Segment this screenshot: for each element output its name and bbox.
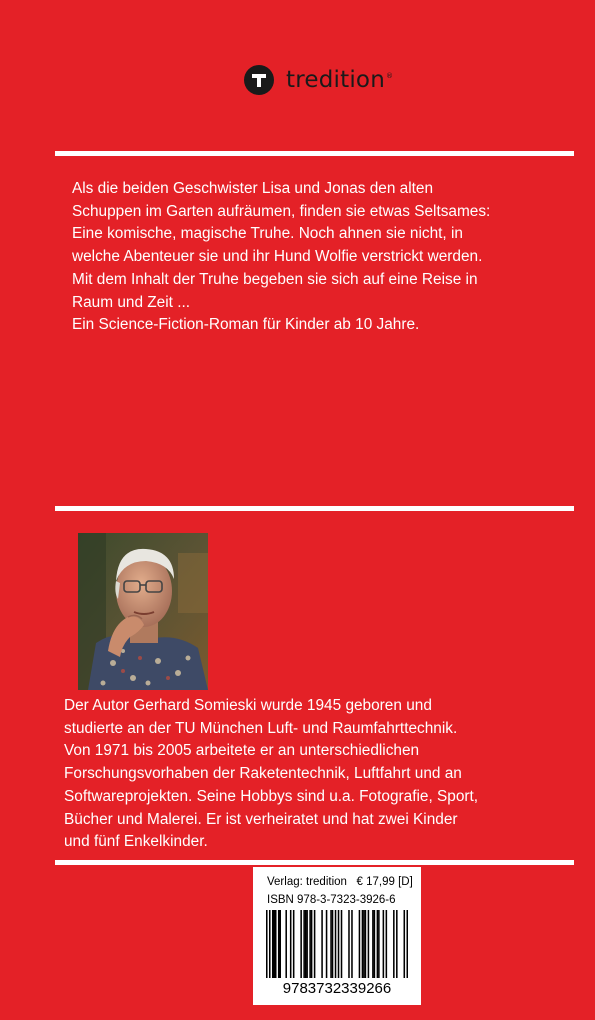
publisher-label: Verlag: tredition (267, 876, 347, 888)
price: € 17,99 [D] (356, 876, 413, 888)
barcode-bar (326, 910, 328, 978)
barcode-bar (279, 910, 281, 978)
publisher-name: tredition® (286, 67, 394, 93)
barcode-bar (314, 910, 316, 978)
blurb-line: Mit dem Inhalt der Truhe begeben sie sich auf eine Reise in (72, 270, 478, 288)
tredition-logo-icon (244, 65, 274, 95)
bio-line: studierte an der TU München Luft- und Raumfahrttechnik. (64, 719, 458, 737)
isbn: ISBN 978-3-7323-3926-6 (267, 894, 396, 906)
barcode-bar (393, 910, 395, 978)
barcode-bar (341, 910, 343, 978)
barcode-bar (377, 910, 379, 978)
barcode-bar (269, 910, 271, 978)
barcode-bar (272, 910, 274, 978)
bio-line: Der Autor Gerhard Somieski wurde 1945 geboren und (64, 697, 432, 714)
barcode-bar (351, 910, 353, 978)
barcode-bar (407, 910, 408, 978)
barcode-bar (363, 910, 365, 978)
barcode-bar (273, 910, 275, 978)
barcode-bar (359, 910, 361, 978)
blurb-line: Eine komische, magische Truhe. Noch ahnen sie nicht, in (72, 225, 463, 243)
bio-line: und fünf Enkelkinder. (64, 833, 208, 851)
blurb-line: Als die beiden Geschwister Lisa und Jonas den alten (72, 180, 434, 197)
barcode-bar (306, 910, 308, 978)
barcode-bar (290, 910, 292, 978)
author-photo (78, 533, 208, 690)
barcode-bar (275, 910, 277, 978)
barcode-bar (365, 910, 367, 978)
barcode-bar (293, 910, 295, 978)
blurb-line: Ein Science-Fiction-Roman für Kinder ab 10 Jahre. (72, 316, 420, 334)
bio-line: Bücher und Malerei. Er ist verheiratet und hat zwei Kinder (64, 810, 458, 828)
barcode-bar (348, 910, 350, 978)
barcode-bar (330, 910, 332, 978)
divider-bottom (55, 860, 574, 865)
author-bio (64, 695, 564, 854)
barcode-bar (332, 910, 334, 978)
barcode-bar (368, 910, 370, 978)
barcode-bar (404, 910, 406, 978)
barcode-bars (266, 910, 408, 978)
blurb-line: Schuppen im Garten aufräumen, finden sie etwas Seltsames: (72, 202, 491, 220)
blurb-text (72, 178, 552, 337)
barcode-bar (378, 910, 380, 978)
barcode-bar (303, 910, 305, 978)
barcode-bar (372, 910, 374, 978)
publisher-price-row (267, 876, 413, 888)
bio-line: Softwareprojekten. Seine Hobbys sind u.a. Fotografie, Sport, (64, 787, 479, 805)
divider-top (55, 151, 574, 156)
barcode-bar (311, 910, 313, 978)
publisher-logo (244, 64, 393, 96)
barcode-bar (383, 910, 385, 978)
barcode-bar (374, 910, 376, 978)
barcode-bar (309, 910, 311, 978)
barcode-bar (338, 910, 340, 978)
barcode-bar (335, 910, 337, 978)
barcode-bar (362, 910, 364, 978)
bio-line: Forschungsvorhaben der Raketentechnik, Luftfahrt und an (64, 765, 462, 783)
barcode-number: 9783732339266 (282, 980, 392, 997)
divider-middle (55, 506, 574, 511)
barcode-bar (266, 910, 268, 978)
barcode-bar (321, 910, 323, 978)
barcode-bar (285, 910, 287, 978)
barcode-bar (396, 910, 398, 978)
barcode-label (253, 867, 421, 1005)
bio-line: Von 1971 bis 2005 arbeitete er an unterschiedlichen (64, 742, 420, 760)
blurb-line: Raum und Zeit ... (72, 293, 191, 311)
blurb-line: welche Abenteuer sie und ihr Hund Wolfie verstrickt werden. (72, 248, 483, 266)
barcode-bar (386, 910, 388, 978)
barcode-bar (300, 910, 302, 978)
barcode-bar (278, 910, 280, 978)
barcode-bar (305, 910, 307, 978)
